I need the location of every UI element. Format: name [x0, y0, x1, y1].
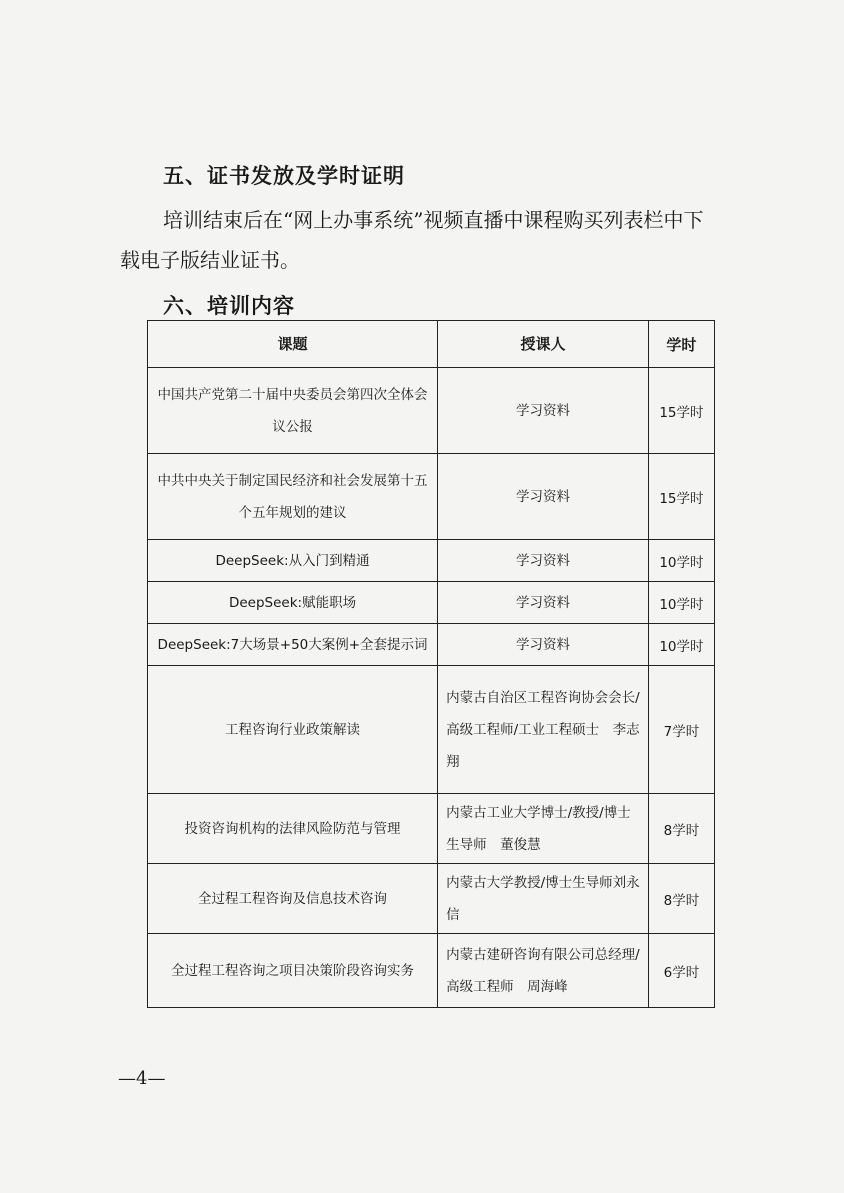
row-teacher: 内蒙古自治区工程咨询协会会长/高级工程师/工业工程硕士 李志翔: [438, 666, 649, 794]
table-row: [148, 934, 715, 1008]
row-topic: DeepSeek:7大场景+50大案例+全套提示词: [148, 624, 438, 666]
section-5-heading: 五、证书发放及学时证明: [163, 164, 405, 188]
table-row: [148, 864, 715, 934]
section-5-paragraph: 培训结束后在“网上办事系统”视频直播中课程购买列表栏中下载电子版结业证书。: [120, 208, 704, 272]
row-topic: DeepSeek:赋能职场: [148, 582, 438, 624]
row-topic: 全过程工程咨询及信息技术咨询: [148, 864, 438, 934]
row-topic: DeepSeek:从入门到精通: [148, 540, 438, 582]
page-number: —4—: [118, 1068, 166, 1089]
row-hours: 8学时: [648, 794, 714, 864]
row-topic: 全过程工程咨询之项目决策阶段咨询实务: [148, 934, 438, 1008]
training-content-table: [147, 320, 715, 1008]
header-topic: 课题: [148, 321, 438, 368]
row-topic: 工程咨询行业政策解读: [148, 666, 438, 794]
row-hours: 10学时: [648, 582, 714, 624]
row-hours: 10学时: [648, 624, 714, 666]
table-row: [148, 794, 715, 864]
row-teacher: 内蒙古工业大学博士/教授/博士生导师 董俊慧: [438, 794, 649, 864]
table-row: [148, 582, 715, 624]
row-topic: 中共中央关于制定国民经济和社会发展第十五个五年规划的建议: [148, 454, 438, 540]
table-header-row: [148, 321, 715, 368]
row-topic: 投资咨询机构的法律风险防范与管理: [148, 794, 438, 864]
row-hours: 8学时: [648, 864, 714, 934]
row-hours: 15学时: [648, 368, 714, 454]
row-teacher: 学习资料: [438, 454, 649, 540]
row-teacher: 学习资料: [438, 540, 649, 582]
table-row: [148, 624, 715, 666]
row-teacher: 学习资料: [438, 624, 649, 666]
row-topic: 中国共产党第二十届中央委员会第四次全体会议公报: [148, 368, 438, 454]
table-row: [148, 540, 715, 582]
table-row: [148, 454, 715, 540]
row-teacher: 内蒙古建研咨询有限公司总经理/高级工程师 周海峰: [438, 934, 649, 1008]
header-hours: 学时: [648, 321, 714, 368]
header-teacher: 授课人: [438, 321, 649, 368]
row-hours: 15学时: [648, 454, 714, 540]
table-row: [148, 368, 715, 454]
row-teacher: 内蒙古大学教授/博士生导师刘永信: [438, 864, 649, 934]
row-hours: 10学时: [648, 540, 714, 582]
row-teacher: 学习资料: [438, 368, 649, 454]
row-hours: 6学时: [648, 934, 714, 1008]
row-teacher: 学习资料: [438, 582, 649, 624]
table-row: [148, 666, 715, 794]
row-hours: 7学时: [648, 666, 714, 794]
section-6-heading: 六、培训内容: [163, 294, 295, 318]
